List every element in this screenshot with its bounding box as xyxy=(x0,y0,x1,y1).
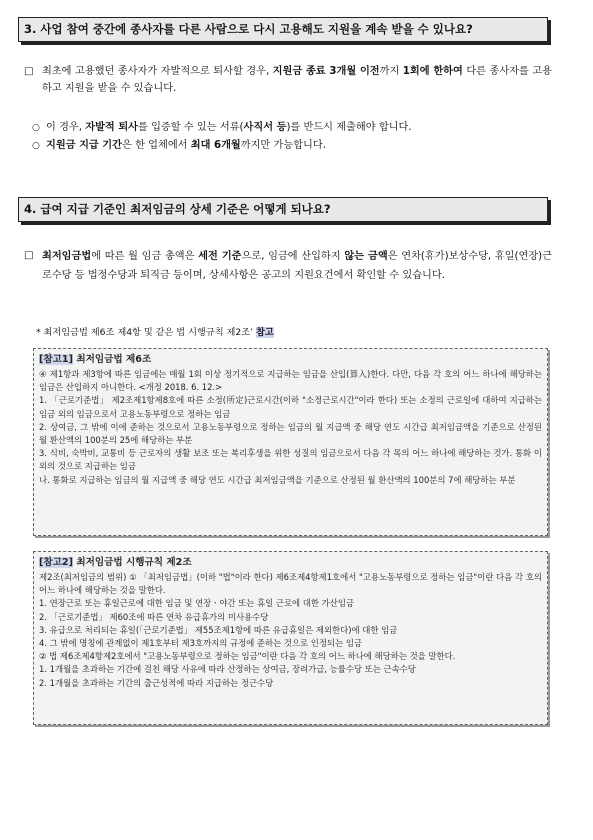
circle-bullet-icon: ○ xyxy=(32,123,40,133)
q3-sub-item-2: ○ 지원금 지급 기간은 한 업체에서 최대 6개월까지만 가능합니다. xyxy=(32,138,326,154)
reference-1-line: 3. 식비, 숙박비, 교통비 등 근로자의 생활 보조 또는 복리후생을 위한 성질의 임금으로서 다음 각 목의 어느 하나에 해당하는 것가. 통화 이외의 것으로 지급하는 임금 xyxy=(39,448,542,472)
reference-2-line: 1. 연장근로 또는 휴일근로에 대한 임금 및 연장ㆍ야간 또는 휴일 근로에 대한 가산임금 xyxy=(39,598,355,609)
question-4-heading: 4. 급여 지급 기준인 최저임금의 상세 기준은 어떻게 되나요? xyxy=(18,197,548,222)
square-bullet-icon: □ xyxy=(24,66,34,77)
reference-2-line: 4. 그 밖에 명칭에 관계없이 제1호부터 제3호까지의 규정에 준하는 것으로 인정되는 임금 xyxy=(39,638,362,649)
reference-2-line: 2. 「근로기준법」 제60조에 따른 연차 유급휴가의 미사용수당 xyxy=(39,611,269,622)
reference-box-1 xyxy=(33,348,548,536)
reference-1-title: [참고1] 최저임금법 제6조 xyxy=(39,354,152,365)
reference-1-line: 나. 통화로 지급하는 임금의 월 지급액 중 해당 연도 시간급 최저임금액을 기준으로 산정된 월 환산액의 100분의 7에 해당하는 부분 xyxy=(39,474,516,485)
reference-tag: 참고 xyxy=(255,327,274,338)
reference-2-title: [참고2] 최저임금법 시행규칙 제2조 xyxy=(39,557,192,568)
reference-1-line: ④ 제1항과 제3항에 따른 임금에는 매월 1회 이상 정기적으로 지급하는 임금을 산입(算入)한다. 다만, 다음 각 호의 어느 하나에 해당하는 임금은 산입하지 아니한다. <개정 2018. 6. 12.> xyxy=(39,369,542,393)
square-bullet-icon: □ xyxy=(24,250,34,261)
circle-bullet-icon: ○ xyxy=(32,141,40,151)
reference-2-line: 제2조(최저임금의 범위) ① 「최저임금법」(이하 "법"이라 한다) 제6조제4항제1호에서 "고용노동부령으로 정하는 임금"이란 다음 각 호의 어느 하나에 해당하는 것을 말한다. xyxy=(39,572,542,596)
reference-2-line: 2. 1개월을 초과하는 기간의 출근성적에 따라 지급하는 정근수당 xyxy=(39,677,274,688)
reference-1-line: 2. 상여금, 그 밖에 이에 준하는 것으로서 고용노동부령으로 정하는 임금의 월 지급액 중 해당 연도 시간급 최저임금액을 기준으로 산정된 월 환산액의 100분의 25에 해당하는 부분 xyxy=(39,421,542,446)
q4-answer-text: 최저임금법에 따른 월 임금 총액은 세전 기준으로, 임금에 산입하지 않는 금액은 연차(휴가)보상수당, 휴일(연장)근로수당 등 법정수당과 퇴직금 등이며, 상세사항은 공고의 지원요건에서 확인할 수 있습니다. xyxy=(42,251,552,281)
reference-note: * 최저임금법 제6조 제4항 및 같은 법 시행규칙 제2조’ 참고 xyxy=(36,327,274,338)
reference-1-line: 1. 「근로기준법」 제2조제1항제8호에 따른 소정(所定)근로시간(이하 "소정근로시간"이라 한다) 또는 소정의 근로일에 대하여 지급하는 임금 외의 임금으로서 고용노동부령으로 정하는 임금 xyxy=(39,395,542,419)
q3-answer-text: 최초에 고용했던 종사자가 자발적으로 퇴사할 경우, 지원금 종료 3개월 이전까지 1회에 한하여 다른 종사자를 고용하고 지원을 받을 수 있습니다. xyxy=(42,66,552,94)
reference-box-2 xyxy=(33,551,548,725)
reference-2-line: ② 법 제6조제4항제2호에서 "고용노동부령으로 정하는 임금"이란 다음 각 호의 어느 하나에 해당하는 것을 말한다. xyxy=(39,651,456,662)
question-3-heading: 3. 사업 참여 중간에 종사자를 다른 사람으로 다시 고용해도 지원을 계속 받을 수 있나요? xyxy=(18,17,548,42)
reference-2-line: 1. 1개월을 초과하는 기간에 걸친 해당 사유에 따라 산정하는 상여금, 장려가급, 능률수당 또는 근속수당 xyxy=(39,664,416,675)
reference-2-line: 3. 유급으로 처리되는 휴일(「근로기준법」 제55조제1항에 따른 유급휴일은 제외한다)에 대한 임금 xyxy=(39,624,398,635)
q3-sub-item-1: ○ 이 경우, 자발적 퇴사를 입증할 수 있는 서류(사직서 등)를 반드시 제출해야 합니다. xyxy=(32,120,412,136)
